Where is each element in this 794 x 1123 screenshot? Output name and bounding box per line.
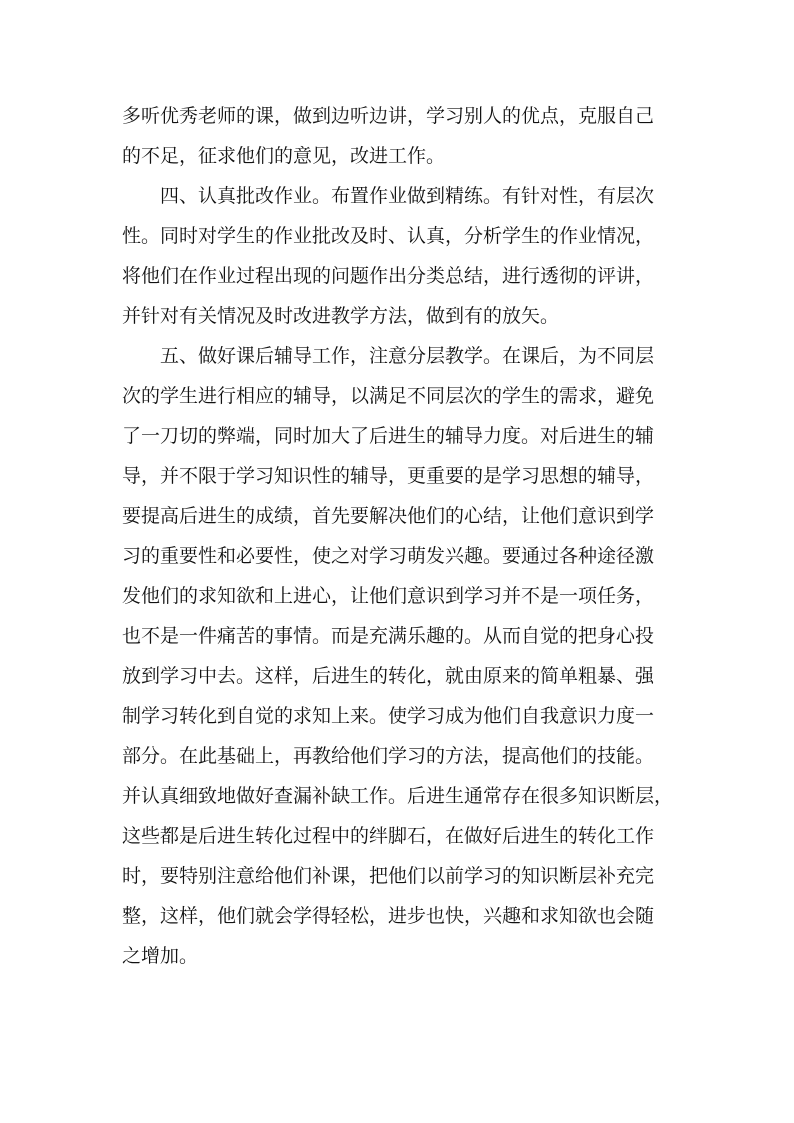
text-line: 要提高后进生的成绩，首先要解决他们的心结，让他们意识到学 <box>122 505 655 527</box>
text-line: 了一刀切的弊端，同时加大了后进生的辅导力度。对后进生的辅 <box>122 425 655 447</box>
text-line: 这些都是后进生转化过程中的绊脚石，在做好后进生的转化工作 <box>122 825 655 847</box>
text-line: 整，这样，他们就会学得轻松，进步也快，兴趣和求知欲也会随 <box>122 905 655 927</box>
text-line: 次的学生进行相应的辅导，以满足不同层次的学生的需求，避免 <box>122 385 655 407</box>
text-line: 部分。在此基础上，再教给他们学习的方法，提高他们的技能。 <box>122 745 655 767</box>
text-line: 时，要特别注意给他们补课，把他们以前学习的知识断层补充完 <box>122 865 655 887</box>
text-line: 并认真细致地做好查漏补缺工作。后进生通常存在很多知识断层， <box>122 785 674 807</box>
text-line: 也不是一件痛苦的事情。而是充满乐趣的。从而自觉的把身心投 <box>122 625 655 647</box>
text-line: 制学习转化到自觉的求知上来。使学习成为他们自我意识力度一 <box>122 705 655 727</box>
text-line: 发他们的求知欲和上进心，让他们意识到学习并不是一项任务， <box>122 585 655 607</box>
text-line: 将他们在作业过程出现的问题作出分类总结，进行透彻的评讲， <box>122 265 655 287</box>
paragraph-heading-line: 五、做好课后辅导工作，注意分层教学。在课后，为不同层 <box>160 345 655 367</box>
text-line: 并针对有关情况及时改进教学方法，做到有的放矢。 <box>122 305 560 327</box>
text-line: 性。同时对学生的作业批改及时、认真，分析学生的作业情况， <box>122 225 655 247</box>
paragraph-heading-line: 四、认真批改作业。布置作业做到精练。有针对性，有层次 <box>160 185 655 207</box>
text-line: 放到学习中去。这样，后进生的转化，就由原来的简单粗暴、强 <box>122 665 655 687</box>
text-line: 之增加。 <box>122 945 199 967</box>
text-line: 导，并不限于学习知识性的辅导，更重要的是学习思想的辅导， <box>122 465 655 487</box>
text-line: 的不足，征求他们的意见，改进工作。 <box>122 145 446 167</box>
text-line: 多听优秀老师的课，做到边听边讲，学习别人的优点，克服自己 <box>122 105 655 127</box>
document-body <box>122 96 674 976</box>
text-line: 习的重要性和必要性，使之对学习萌发兴趣。要通过各种途径激 <box>122 545 655 567</box>
